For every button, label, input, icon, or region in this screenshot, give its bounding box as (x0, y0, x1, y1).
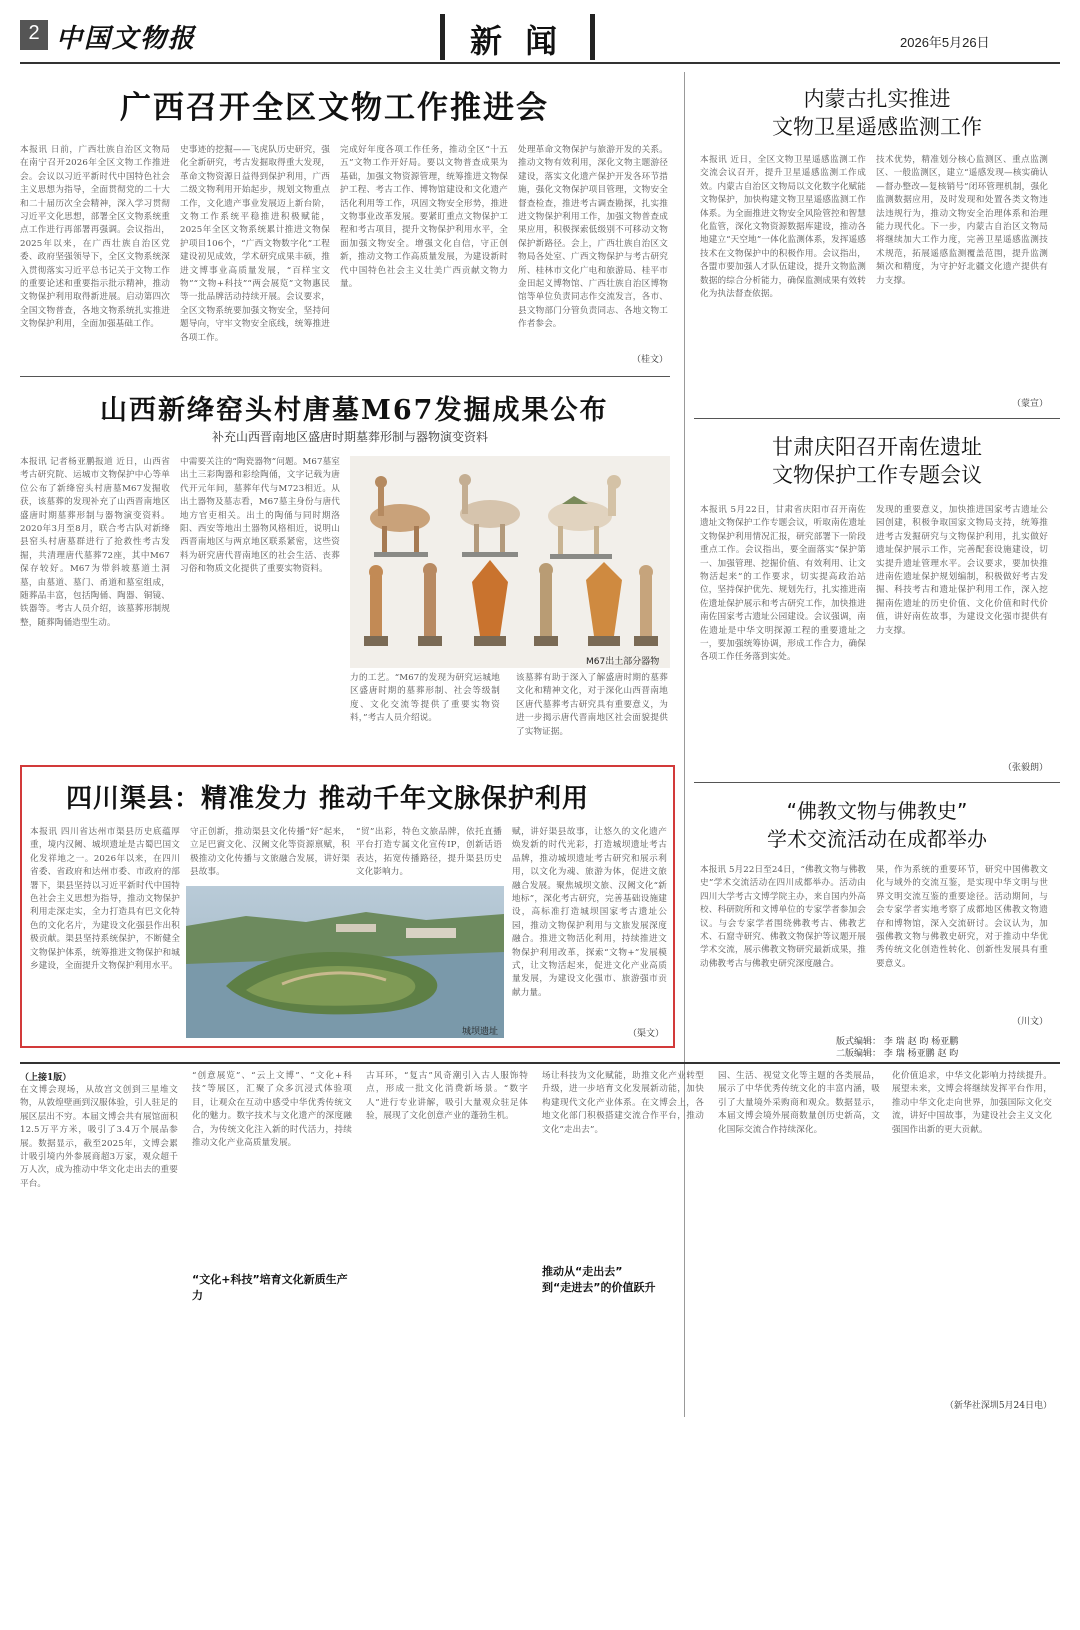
subhead-going-global-2: 到“走进去”的价值跃升 (542, 1281, 656, 1294)
guangxi-col-1: 本报讯 日前，广西壮族自治区文物局在南宁召开2026年全区文物工作推进会。会议以习近平新时代中国特色社会主义思想为指导，全面贯彻党的二十大和二十届历次全会精神，深入学习贯彻习近平文化思想，部署全区文物系统重点工作进行再部署再强调。会议指出，2025年以来，在广西壮族自治区党委、政府坚强领导下，全区文物系统深入贯彻落实习近平总书记关于文物工作的重要论述和重要指示批示精神，推动文物保护利用取得新进展。启动第四次全国文物普查，各地文物系统扎实推进文物保护利用，全面加强基础工作。 (20, 145, 170, 330)
artifacts-illustration (350, 456, 670, 668)
continued-signoff: （新华社深圳5月24日电） (944, 1401, 1052, 1411)
buddhist-signoff: （川文） (1011, 1017, 1048, 1027)
continued-heading: （上接1版） (20, 1073, 72, 1083)
gansu-headline-2: 文物保护工作专题会议 (772, 463, 982, 487)
sichuan-signoff: （渠文） (627, 1029, 664, 1039)
gansu-col-2: 发现的重要意义，加快推进国家考古遗址公园创建，积极争取国家文物局支持，统筹推进考古发掘研究与文物保护利用，扎实做好遗址保护展示工作，完善配套设施建设，切实提升遗址管理水平。会议要求，要加快推进南佐遗址保护规划编制，积极做好考古发掘、科技考古和遗址保护利用工作，深入挖掘南佐遗址的历史价值、文化价值和时代价值，讲好南佐故事，为建设文化强市提供有力支撑。 (876, 505, 1048, 636)
gansu-signoff: （张毅朗） (1002, 763, 1048, 773)
continued-col-6: 化价值追求，中华文化影响力持续提升。展望未来，文博会将继续发挥平台作用，推动中华文化走向世界，加强国际文化交流，讲好中国故事，为建设社会主义文化强国作出新的更大贡献。 (892, 1071, 1052, 1135)
neimenggu-headline-2: 文物卫星遥感监测工作 (772, 115, 982, 139)
sichuan-aerial-photo (186, 886, 504, 1038)
neimenggu-col-2: 技术优势，精准划分核心监测区、重点监测区、一般监测区，建立“遥感发现—核实确认—督办整改—复核销号”闭环管理机制，强化监测数据应用，及时发现和处置各类文物违法违规行为，推动文物安全治理体系和治理能力现代化。下一步，内蒙古自治区文物局将继续加大工作力度，完善卫星遥感监测技术规范，拓展遥感监测覆盖范围，提升监测频次和精度，为守护好北疆文化遗产提供有力支撑。 (876, 155, 1048, 286)
guangxi-col-4: 处理革命文物保护与旅游开发的关系。推动文物有效利用，深化文物主题游径建设，落实文化遗产保护开发各环节措施，强化文物保护项目管理，文物安全督查检查，推进考古调查勘探，扎实推进文物保护利用工作，加强文物普查成果应用，积极探索低级别不可移动文物保护新路径。会上，广西壮族自治区文物局各处室、广西文物保护与考古研究所、桂林市文化广电和旅游局、桂平市金田起义博物馆、广西壮族自治区博物馆等单位负责同志作交流发言，各市、县文物部门分管负责同志、各地文物工作者参会。 (518, 145, 668, 330)
sichuan-photo-caption: 城坝遗址 (462, 1027, 499, 1037)
masthead-divider-right (590, 14, 595, 60)
buddhist-headline-2: 学术交流活动在成都举办 (767, 827, 987, 851)
continued-col-2: “创意展览”、“云上文博”、“文化+科技”等展区，汇聚了众多沉浸式体验项目，让观众在互动中感受中华优秀传统文化的魅力。数字技术与文化遗产的深度融合，为传统文化注入新的时代活力，持续推动文化产业高质量发展。 (192, 1071, 352, 1149)
neimenggu-bottom-rule (694, 418, 1060, 419)
neimenggu-headline-1: 内蒙古扎实推进 (803, 87, 951, 111)
subhead-going-global-1: 推动从“走出去” (542, 1265, 623, 1278)
page-number: 2 (28, 22, 40, 44)
gansu-col-1: 本报讯 5月22日，甘肃省庆阳市召开南佐遗址文物保护工作专题会议，听取南佐遗址文物保护利用情况汇报，研究部署下一阶段重点工作。会议指出，要全面落实“保护第一、加强管理、挖掘价值、有效利用、让文物活起来”的工作要求，切实提高政治站位，坚持保护优先、规划先行，扎实推进南佐遗址保护展示和考古研究工作，加快推进南佐国家考古遗址公园建设。会议强调，南佐遗址是中华文明探源工程的重要遗址之一，要加强统筹协调，形成工作合力，确保各项工作任务落到实处。 (700, 505, 866, 663)
guangxi-headline: 广西召开全区文物工作推进会 (120, 90, 549, 126)
sichuan-headline: 四川渠县：精准发力 推动千年文脉保护利用 (66, 784, 590, 814)
continued-col-1: 在文博会现场，从故宫文创到三星堆文物，从敦煌壁画到汉服体验，引人驻足的展区层出不穷。本届文博会共有展馆面积12.5万平方米，吸引了3.4万个展品参展。数据显示，截至2025年，文博会累计吸引境内外参展商超3万家，观众超千万人次，成为推动中华文化走出去的重要平台。 (20, 1085, 178, 1189)
shanxi-col-4: 该墓葬有助于深入了解盛唐时期的墓葬文化和精神文化，对于深化山西晋南地区唐代墓葬考古研究具有重要意义，为进一步揭示唐代晋南地区社会面貌提供了实物证据。 (516, 673, 668, 737)
aerial-illustration (186, 886, 504, 1038)
shanxi-subheadline: 补充山西晋南地区盛唐时期墓葬形制与器物演变资料 (211, 430, 488, 444)
continued-col-4: 场让科技为文化赋能，助推文化产业转型升级，进一步培育文化发展新动能，加快构建现代文化产业体系。在文博会上，各地文化部门积极搭建交流合作平台，推动文化“走出去”。 (542, 1071, 704, 1135)
subhead-culture-tech: “文化+科技”培育文化新质生产力 (192, 1273, 348, 1302)
continued-col-3: 古耳环，“复古”风奇潮引入古人服饰特点，形成一批文化消费新场景。“数字人”进行专业讲解，吸引大量观众驻足体验，展现了文化创意产业的蓬勃生机。 (366, 1071, 528, 1122)
shanxi-artifacts-photo (350, 456, 670, 668)
gansu-headline-1: 甘肃庆阳召开南佐遗址 (772, 435, 982, 459)
shanxi-col-3: 力的工艺。“M67的发现为研究运城地区盛唐时期的墓葬形制、社会等级制度、文化交流等提供了重要实物资料，”考古人员介绍说。 (350, 673, 500, 724)
buddhist-col-2: 果，作为系统的重要环节，研究中国佛教文化与域外的交流互鉴，是实现中华文明与世界文明交流互鉴的重要途径。活动期间，与会专家学者实地考察了成都地区佛教文物遗存和博物馆，深入交流研讨。会议认为，加强佛教文物与佛教史研究，对于推动中华优秀传统文化创造性转化、创新性发展具有重要意义。 (876, 865, 1048, 969)
guangxi-col-2: 史事迹的挖掘——飞虎队历史研究，强化全新研究，考古发掘取得重大发现，革命文物资源日益得到保护利用，广西二级文物利用开始起步，规划文物重点工作，文化遗产事业发展迈上新台阶，文物工作系统平稳推进积极赋能，2025年全区文物系统累计推进文物保护项目106个，“广西文物数字化”工程建设初见成效，学术研究成果丰硕，推进文博事业高质量发展，“百样宝文物”“文物+科技”“两会展览”文物惠民等一批品牌活动持续开展。会议要求，全区文物系统要加强文物安全，坚持问题导向，守牢文物安全底线，统筹推进各项工作。 (180, 145, 330, 343)
issue-date: 2026年5月26日 (900, 35, 990, 50)
sichuan-col-3: “贸”出彩，特色文旅品牌，依托直播平台打造专属文化宣传IP，创新话语表达，拓宽传播路径，提升渠县历史文化影响力。 (356, 827, 502, 878)
section-title: 新 闻 (470, 22, 564, 60)
gansu-bottom-rule (694, 782, 1060, 783)
neimenggu-signoff: （蒙宣） (1011, 399, 1048, 409)
masthead-divider-left (440, 14, 445, 60)
masthead-rule (20, 62, 1060, 64)
paper-name-logo: 中国文物报 (56, 24, 197, 54)
buddhist-col-1: 本报讯 5月22日至24日，“佛教文物与佛教史”学术交流活动在四川成都举办。活动由四川大学考古文博学院主办，来自国内外高校、科研院所和文博单位的专家学者参加会议。与会专家学者围绕佛教考古、佛教艺术、石窟寺研究、佛教文物保护等议题开展学术交流，展示佛教文物研究最新成果，推动佛教考古与佛教史研究深度融合。 (700, 865, 866, 969)
editor-credit-1: 版式编辑： 李 瑞 赵 昀 杨亚鹏 (836, 1037, 959, 1047)
neimenggu-col-1: 本报讯 近日，全区文物卫星遥感监测工作交流会议召开，提升卫星遥感监测工作成效。内蒙古自治区文物局以文化数字化赋能文物保护，加快构建文物卫星遥感监测工作体系。为全面推进文物安全风险管控和智慧化监管，深化文物资源数据库建设，推动各地建立“天空地”一体化监测体系，发挥遥感技术在文物保护中的积极作用。会议指出，各盟市要加强人才队伍建设，提升文物监测数据的综合分析能力，确保监测成果有效转化为执法督查依据。 (700, 155, 866, 300)
sichuan-col-4: 赋，讲好渠县故事，让悠久的文化遗产焕发新的时代光彩，打造城坝遗址考古品牌，推动城坝遗址考古研究和展示利用，以文化为魂、旅游为体，促进文旅融合发展。聚焦城坝文旅、汉阙文化“新地标”，深化考古研究，完善基础设施建设，高标准打造城坝国家考古遗址公园，推动文物保护利用与文旅发展深度融合。推进文物活化利用，持续推进文物保护利用改革，探索“文物+”发展模式，让文物活起来，促进文化产业高质量发展，为建设文化强市、旅游强市贡献力量。 (512, 827, 667, 998)
sichuan-col-1: 本报讯 四川省达州市渠县历史底蕴厚重，境内汉阙、城坝遗址是古蜀巴国文化发祥地之一。2026年以来，在四川省委、省政府和达州市委、市政府的部署下，渠县坚持以习近平新时代中国特色社会主义思想为指导，推动文物保护利用走深走实，全力打造具有巴文化特色的文化名片，为建设文化强县作出积极贡献。渠县坚持系统保护，不断健全文物保护体系，统筹推进文物保护和城乡建设，全面提升文物保护利用水平。 (30, 827, 180, 972)
bottom-section-rule (20, 1062, 1060, 1064)
guangxi-signoff: （桂文） (631, 355, 668, 365)
editor-credit-2: 二版编辑： 李 瑞 杨亚鹏 赵 昀 (836, 1049, 959, 1059)
shanxi-col-1: 本报讯 记者杨亚鹏报道 近日，山西省考古研究院、运城市文物保护中心等单位公布了新绛窑头村唐墓M67发掘收获，该墓葬的发现补充了山西晋南地区盛唐时期墓葬形制与器物演变资料。2020年3月至8月，联合考古队对新绛县窑头村唐墓群进行了抢救性考古发掘，共清理唐代墓葬72座，其中M67保存较好。M67为带斜坡墓道土洞墓，由墓道、墓门、甬道和墓室组成，随葬品丰富，包括陶俑、陶器、铜镜、铁器等。考古人员介绍，该墓葬形制规整，随葬陶俑造型生动。 (20, 457, 170, 628)
continued-col-5: 园、生活、视觉文化等主题的各类展品，展示了中华优秀传统文化的丰富内涵，吸引了大量境外采购商和观众。数据显示，本届文博会境外展商数量创历史新高，文化国际交流合作持续深化。 (718, 1071, 880, 1135)
sichuan-col-2: 守正创新，推动渠县文化传播“好”起来，立足巴賨文化、汉阙文化等资源禀赋，积极推动文化传播与文旅融合发展，讲好渠县故事。 (190, 827, 350, 878)
shanxi-headline: 山西新绛窑头村唐墓M67发掘成果公布 (100, 395, 609, 426)
shanxi-col-2: 中需要关注的“陶瓷器物”问题。M67墓室出土三彩陶器和彩绘陶俑，文字记载为唐代开元年间，墓葬年代与M723相近。从出土器物及墓志看，M67墓主身份与唐代地方官吏相关。出土的陶俑与同时期洛阳、西安等地出土器物风格相近，说明山西晋南地区与两京地区联系紧密，这些资料为研究唐代晋南地区的社会生活、丧葬习俗和物质文化提供了重要实物资料。 (180, 457, 340, 575)
buddhist-headline-1: “佛教文物与佛教史” (786, 799, 968, 823)
shanxi-photo-caption: M67出土部分器物 (586, 657, 660, 667)
guangxi-bottom-rule (20, 376, 670, 377)
guangxi-col-3: 完成好年度各项工作任务，推动全区“十五五”文物工作开好局。要以文物普查成果为基础，加强文物资源管理，统筹推进文物保护工程、考古工作、博物馆建设和文化遗产活化利用等工作，巩固文物安全形势，推进文物事业改革发展。要紧盯重点文物保护工程和考古项目，提升文物保护利用水平，全面加强文物安全。增强文化自信，守正创新，推动文物工作高质量发展，为建设新时代中国特色社会主义壮美广西贡献文物力量。 (340, 145, 508, 290)
